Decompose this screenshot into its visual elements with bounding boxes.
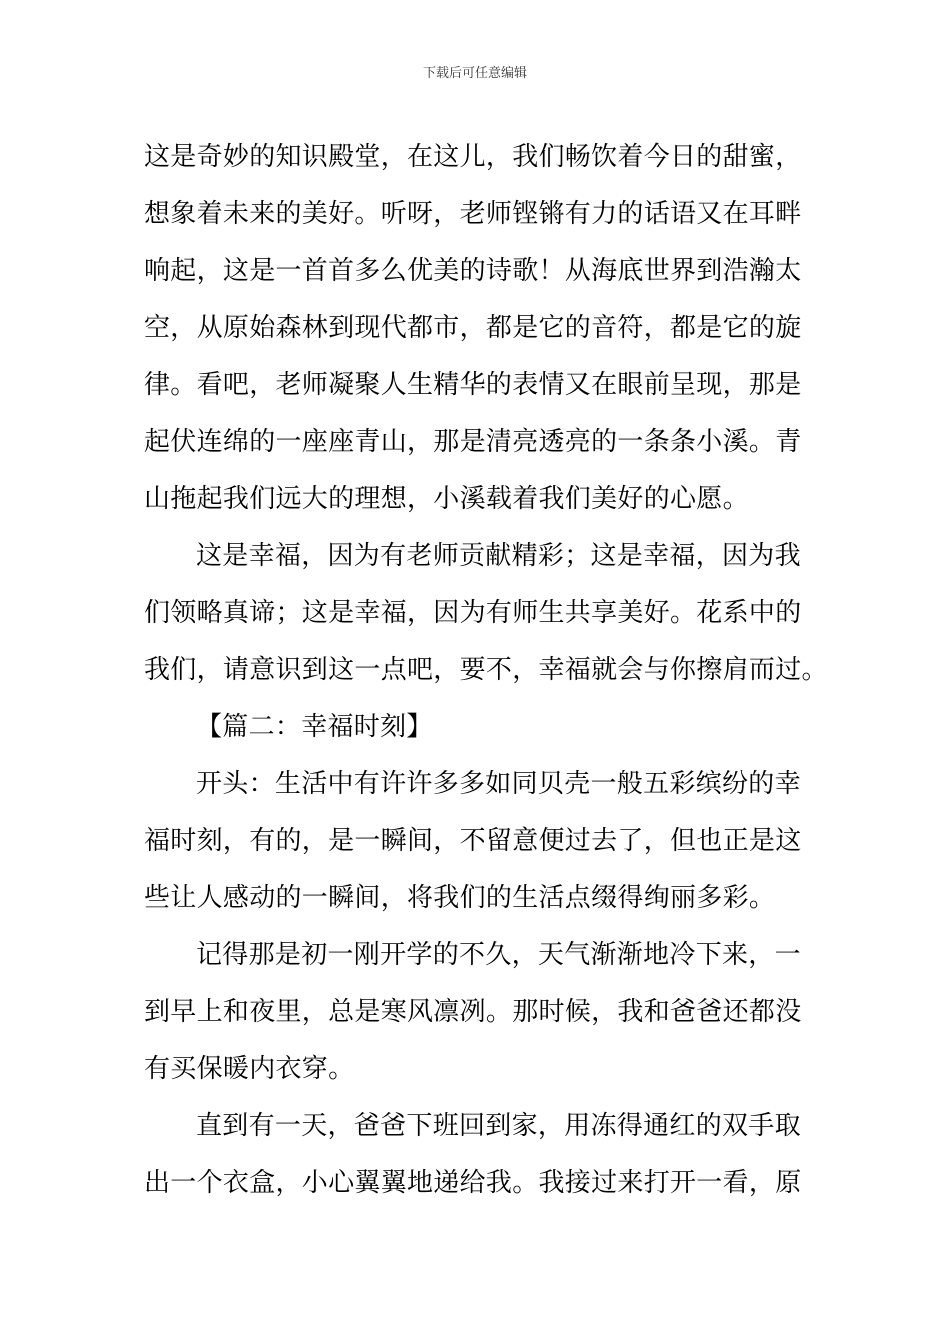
text-line: 福时刻，有的，是一瞬间，不留意便过去了，但也正是这 (144, 826, 802, 856)
document-body (144, 129, 828, 1212)
text-line: 们领略真谛；这是幸福，因为有师生共享美好。花系中的 (144, 598, 802, 628)
text-line: 这是奇妙的知识殿堂，在这儿，我们畅饮着今日的甜蜜， (144, 142, 802, 172)
text-line: 律。看吧，老师凝聚人生精华的表情又在眼前呈现，那是 (144, 370, 802, 400)
text-line: 些让人感动的一瞬间，将我们的生活点缀得绚丽多彩。 (144, 883, 776, 913)
text-line: 到早上和夜里，总是寒风凛冽。那时候，我和爸爸还都没 (144, 997, 802, 1027)
text-line: 有买保暖内衣穿。 (144, 1054, 355, 1084)
section-heading: 【篇二：幸福时刻】 (196, 712, 433, 742)
text-line: 我们，请意识到这一点吧，要不，幸福就会与你擦肩而过。 (144, 655, 828, 685)
header-note: 下载后可任意编辑 (422, 66, 527, 81)
text-line: 想象着未来的美好。听呀，老师铿锵有力的话语又在耳畔 (144, 199, 802, 229)
text-line: 出一个衣盒，小心翼翼地递给我。我接过来打开一看，原 (144, 1168, 802, 1198)
text-line: 空，从原始森林到现代都市，都是它的音符，都是它的旋 (144, 313, 802, 343)
paragraph-start-line: 开头：生活中有许许多多如同贝壳一般五彩缤纷的幸 (196, 769, 801, 799)
text-line: 响起，这是一首首多么优美的诗歌！从海底世界到浩瀚太 (144, 256, 802, 286)
paragraph-start-line: 这是幸福，因为有老师贡献精彩；这是幸福，因为我 (196, 541, 801, 571)
paragraph-start-line: 直到有一天，爸爸下班回到家，用冻得通红的双手取 (196, 1111, 801, 1141)
paragraph-start-line: 记得那是初一刚开学的不久，天气渐渐地冷下来，一 (196, 940, 801, 970)
text-line: 起伏连绵的一座座青山，那是清亮透亮的一条条小溪。青 (144, 427, 802, 457)
text-line: 山拖起我们远大的理想，小溪载着我们美好的心愿。 (144, 484, 749, 514)
